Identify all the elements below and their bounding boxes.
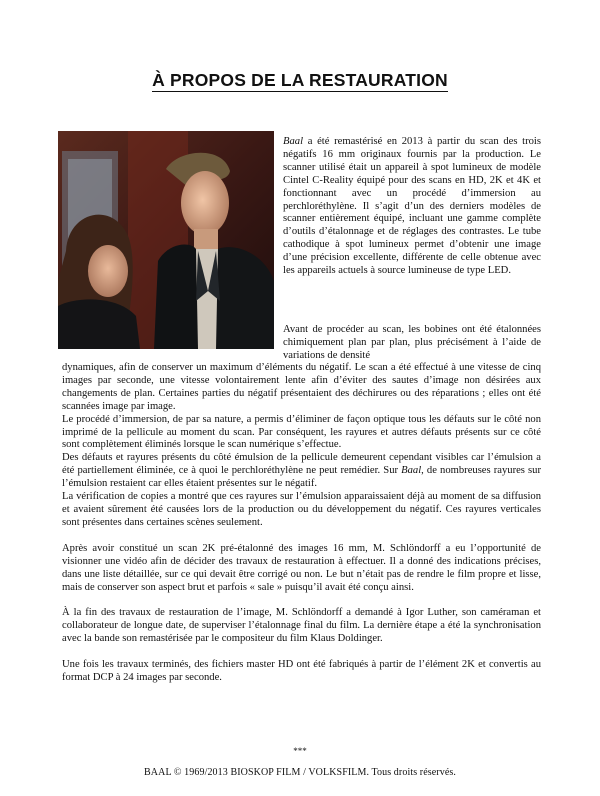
separator: ***: [293, 746, 307, 756]
page-title-text: À PROPOS DE LA RESTAURATION: [152, 70, 448, 90]
luther-paragraph: À la fin des travaux de restauration de l’image, M. Schlöndorff a demandé à Igor Luther, son caméraman et collaborateur de longue date, de superviser l’étalonnage final du film. La dernière étape a été la synchronisation avec la bande son remastérisée par le compositeur du film Klaus Doldinger.: [62, 607, 541, 645]
schlondorff-paragraph: Après avoir constitué un scan 2K pré-étalonné des images 16 mm, M. Schlöndorff a eu l’opportunité de visionner une vidéo afin de décider des travaux de restauration à effectuer. Il a donné des indications précises, dans une liste détaillée, sur ce qui devait être corrigé ou non. Le but n’était pas de rendre le film propre et lisse, mais de conserver son aspect brut et parfois « sale » puisqu’il avait été conçu ainsi.: [62, 542, 541, 593]
verification-paragraph: La vérification de copies a montré que ces rayures sur l’émulsion apparaissaient déjà au moment de sa diffusion et avaient sûrement été causées lors de la production ou du développement du négatif. Ces rayures verticales sont présentes dans certaines scènes seulement.: [62, 491, 541, 528]
scan-paragraph-rest: dynamiques, afin de conserver un maximum d’éléments du négatif. Le scan a été effectué à une vitesse de cinq images par seconde, une vitesse volontairement lente afin d’éviter des sautes d’image non désirées aux changements de plan. Certaines parties du négatif présentaient des déchirures ou des réparations ; elles ont été scannées image par image.: [62, 362, 541, 412]
film-still-illustration: [58, 131, 274, 349]
page-title: [0, 70, 600, 91]
emulsion-film-title: Baal: [401, 465, 422, 477]
scan-paragraph-start: Avant de procéder au scan, les bobines ont été étalonnées chimiquement plan par plan, plus précisément à l’aide de variations de densité: [283, 324, 541, 361]
body-text: [62, 362, 541, 685]
emulsion-before: Des défauts et rayures présents du côté émulsion de la pellicule demeurent cependant visibles car l’émulsion a été partiellement éliminée, ce à quoi le perchloréthylène ne peut remédier. Sur: [62, 452, 541, 477]
immersion-paragraph: Le procédé d’immersion, de par sa nature, a permis d’éliminer de façon optique tous les défauts sur le côté non imprimé de la pellicule au moment du scan. Par conséquent, les rayures et autres défauts présents sur ce côté sont complètement éliminés lorsque le scan numérique s’effectue.: [62, 413, 541, 451]
intro-text: a été remastérisé en 2013 à partir du scan des trois négatifs 16 mm originaux fournis par la production. Le scanner utilisé était un appareil à spot lumineux de modèle Cintel C-Reality équipé pour des scans en HD, 2K et 4K et fonctionnant avec un procédé d’immersion au perchloréthylène. Il s’agit d’un des derniers modèles de scanner entièrement équipé, incluant une gamme complète d’outils d’étalonnage et de réglages des contrastes. Le tube cathodique à spot lumineux permet d’obtenir une image d’une précision excellente, différente de celle obtenue avec les appareils actuels à source lumineuse de type LED.: [283, 136, 541, 277]
master-paragraph: Une fois les travaux terminés, des fichiers master HD ont été fabriqués à partir de l’élément 2K et convertis au format DCP à 24 images par seconde.: [62, 659, 541, 684]
film-title-italic: Baal: [283, 136, 304, 147]
emulsion-paragraph: [62, 452, 541, 491]
intro-paragraph: [283, 136, 541, 278]
emulsion-after: , de nombreuses rayures sur l’émulsion restaient car elles étaient présentes sur le négatif.: [62, 465, 541, 490]
copyright-footer: BAAL © 1969/2013 BIOSKOP FILM / VOLKSFILM. Tous droits réservés.: [144, 767, 456, 778]
film-still-photo: [58, 131, 274, 349]
